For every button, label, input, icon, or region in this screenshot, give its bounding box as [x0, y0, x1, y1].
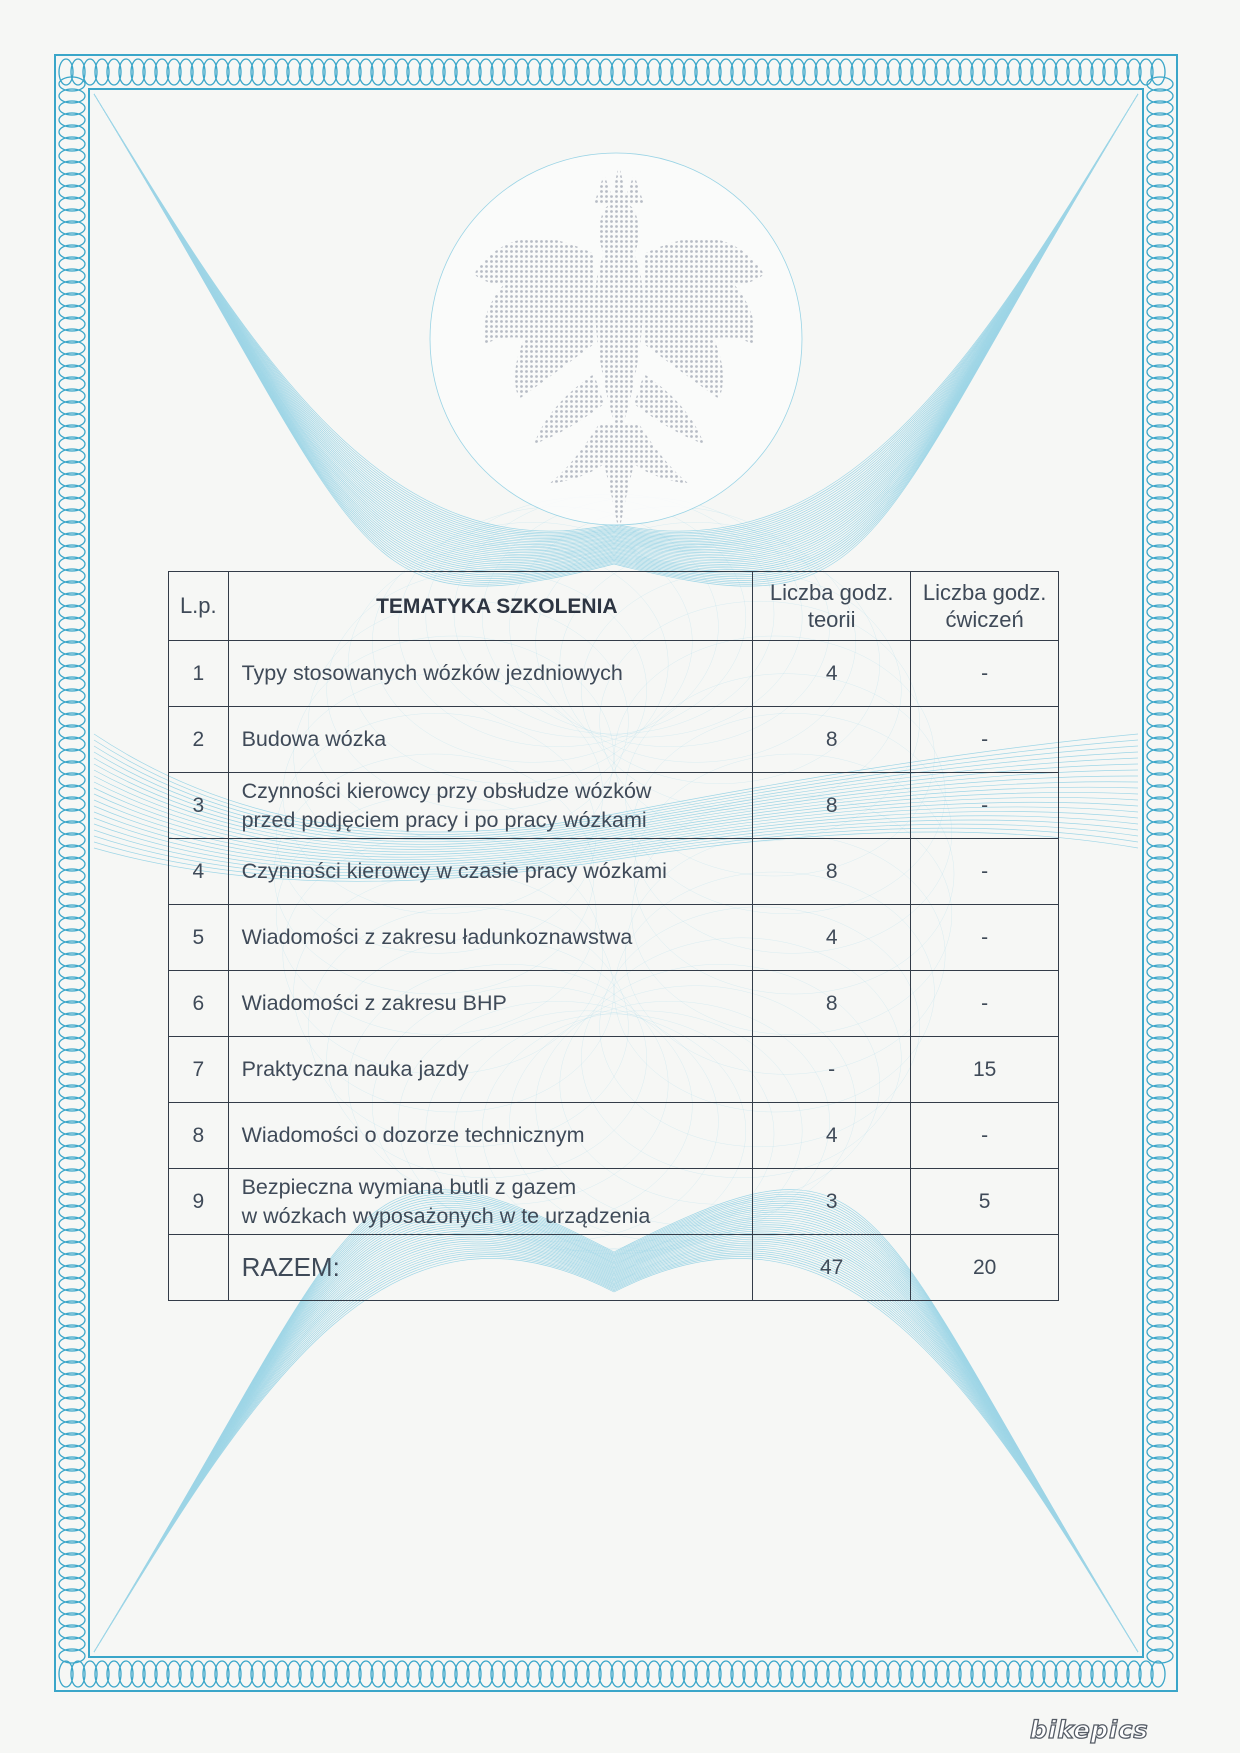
row-number: 7 — [169, 1037, 229, 1103]
row-practice-hours: - — [911, 905, 1059, 971]
theory-header-line1: Liczba godz. — [769, 580, 894, 605]
table-row — [169, 641, 1059, 707]
row-topic — [228, 773, 753, 839]
topic-line: Praktyczna nauka jazdy — [241, 1057, 469, 1081]
table-row — [169, 773, 1059, 839]
row-theory-hours: 8 — [753, 839, 911, 905]
row-topic — [228, 839, 753, 905]
topic-line: Czynności kierowcy w czasie pracy wózkami — [241, 859, 667, 883]
polish-eagle-emblem — [454, 134, 784, 544]
total-label: RAZEM: — [228, 1235, 753, 1301]
row-topic — [228, 707, 753, 773]
row-number: 3 — [169, 773, 229, 839]
row-number: 4 — [169, 839, 229, 905]
row-practice-hours: - — [911, 1103, 1059, 1169]
row-number: 6 — [169, 971, 229, 1037]
row-theory-hours: 4 — [753, 1103, 911, 1169]
column-header-lp: L.p. — [169, 572, 229, 641]
topic-line: Wiadomości z zakresu BHP — [241, 991, 507, 1015]
row-topic — [228, 971, 753, 1037]
row-number: 9 — [169, 1169, 229, 1235]
row-theory-hours: 4 — [753, 905, 911, 971]
row-theory-hours: 8 — [753, 773, 911, 839]
column-header-theory-hours — [753, 572, 911, 641]
row-number: 8 — [169, 1103, 229, 1169]
total-empty-cell — [169, 1235, 229, 1301]
topic-line: Czynności kierowcy przy obsłudze wózków — [241, 778, 652, 803]
table-row — [169, 971, 1059, 1037]
row-topic — [228, 1103, 753, 1169]
table-header-row — [169, 572, 1059, 641]
total-theory-hours: 47 — [753, 1235, 911, 1301]
row-practice-hours: - — [911, 641, 1059, 707]
site-watermark-logo: bikepics — [1030, 1716, 1149, 1744]
table-row — [169, 707, 1059, 773]
row-practice-hours: - — [911, 773, 1059, 839]
row-practice-hours: - — [911, 971, 1059, 1037]
practice-header-line2: ćwiczeń — [945, 607, 1024, 632]
row-theory-hours: - — [753, 1037, 911, 1103]
row-number: 2 — [169, 707, 229, 773]
total-practice-hours: 20 — [911, 1235, 1059, 1301]
topic-line: Wiadomości z zakresu ładunkoznawstwa — [241, 925, 633, 949]
certificate-page — [54, 54, 1178, 1692]
column-header-topic: TEMATYKA SZKOLENIA — [228, 572, 753, 641]
topic-line: w wózkach wyposażonych w te urządzenia — [241, 1203, 651, 1228]
topic-line: przed podjęciem pracy i po pracy wózkami — [241, 807, 647, 832]
topic-line: Bezpieczna wymiana butli z gazem — [241, 1174, 577, 1199]
row-practice-hours: - — [911, 707, 1059, 773]
row-theory-hours: 8 — [753, 971, 911, 1037]
topic-line: Typy stosowanych wózków jezdniowych — [241, 661, 623, 685]
table-row — [169, 839, 1059, 905]
row-topic — [228, 1169, 753, 1235]
table-total-row — [169, 1235, 1059, 1301]
row-practice-hours: 5 — [911, 1169, 1059, 1235]
training-topics-table — [168, 571, 1059, 1301]
row-topic — [228, 905, 753, 971]
row-theory-hours: 8 — [753, 707, 911, 773]
theory-header-line2: teorii — [807, 607, 856, 632]
table-row — [169, 1169, 1059, 1235]
row-topic — [228, 641, 753, 707]
column-header-practice-hours — [911, 572, 1059, 641]
row-theory-hours: 4 — [753, 641, 911, 707]
row-practice-hours: 15 — [911, 1037, 1059, 1103]
topic-line: Budowa wózka — [241, 727, 387, 751]
practice-header-line1: Liczba godz. — [922, 580, 1047, 605]
table-row — [169, 905, 1059, 971]
table-row — [169, 1103, 1059, 1169]
row-practice-hours: - — [911, 839, 1059, 905]
row-number: 5 — [169, 905, 229, 971]
row-topic — [228, 1037, 753, 1103]
table-row — [169, 1037, 1059, 1103]
row-theory-hours: 3 — [753, 1169, 911, 1235]
row-number: 1 — [169, 641, 229, 707]
topic-line: Wiadomości o dozorze technicznym — [241, 1123, 585, 1147]
